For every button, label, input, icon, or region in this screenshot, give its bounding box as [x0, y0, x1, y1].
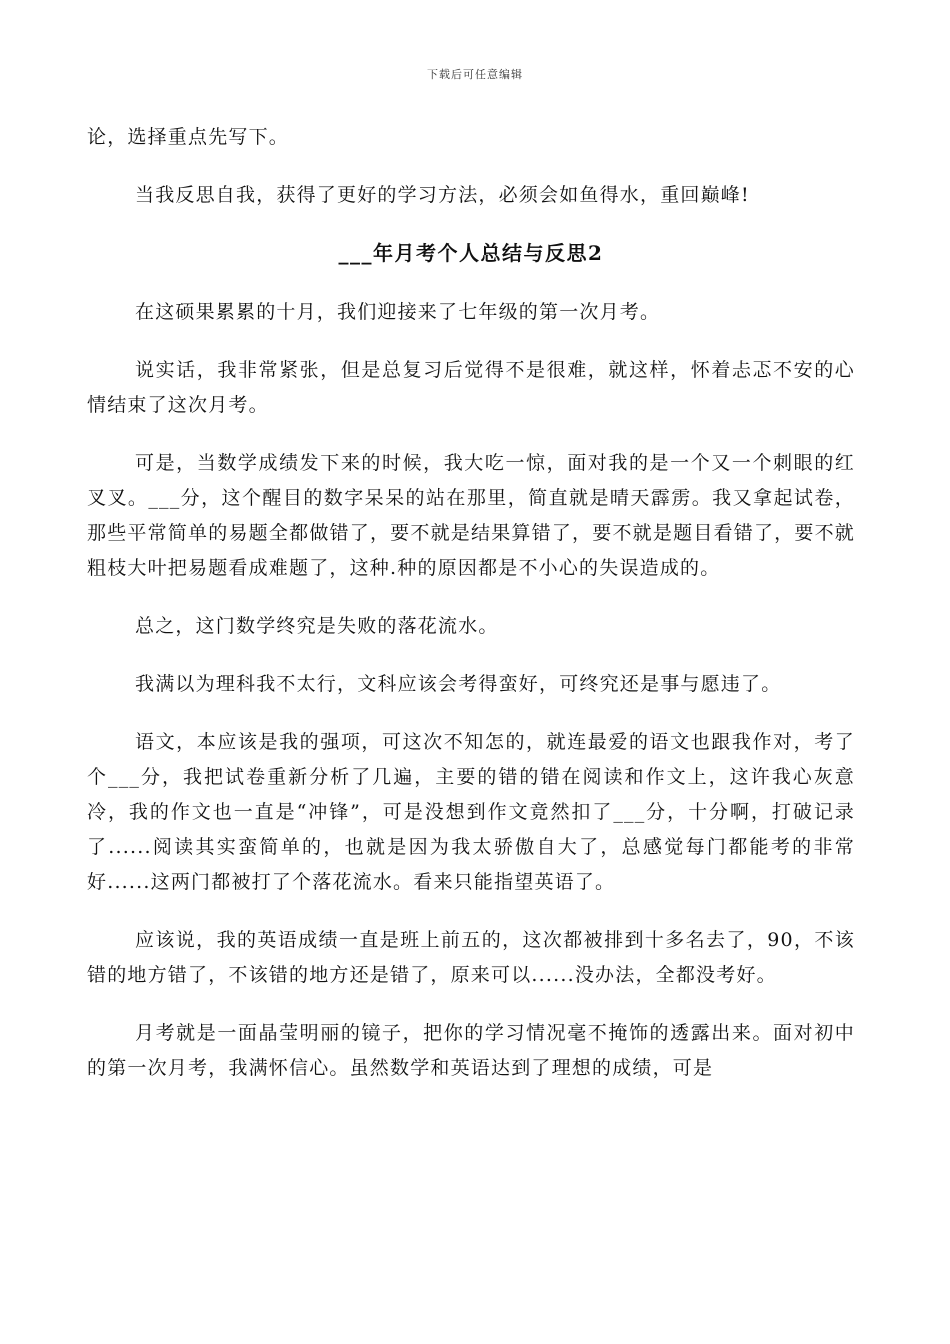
- paragraph: 月考就是一面晶莹明丽的镜子，把你的学习情况毫不掩饰的透露出来。面对初中的第一次月考，我满怀信心。虽然数学和英语达到了理想的成绩，可是: [87, 1022, 855, 1079]
- page-header: 下载后可任意编辑: [427, 68, 523, 81]
- paragraph: 说实话，我非常紧张，但是总复习后觉得不是很难，就这样，怀着忐忑不安的心情结束了这次月考。: [87, 359, 855, 416]
- document-body: [87, 120, 855, 1109]
- paragraph: 应该说，我的英语成绩一直是班上前五的，这次都被排到十多名去了，90，不该错的地方错了，不该错的地方还是错了，原来可以......没办法，全都没考好。: [87, 929, 855, 986]
- paragraph: 可是，当数学成绩发下来的时候，我大吃一惊，面对我的是一个又一个刺眼的红叉叉。___分，这个醒目的数字呆呆的站在那里，简直就是晴天霹雳。我又拿起试卷，那些平常简单的易题全都做错了，要不就是结果算错了，要不就是题目看错了，要不就粗枝大叶把易题看成难题了，这种.种的原因都是不小心的失误造成的。: [87, 452, 855, 579]
- paragraph: 语文，本应该是我的强项，可这次不知怎的，就连最爱的语文也跟我作对，考了个___分，我把试卷重新分析了几遍，主要的错的错在阅读和作文上，这许我心灰意冷，我的作文也一直是“冲锋”，可是没想到作文竟然扣了___分，十分啊，打破记录了......阅读其实蛮简单的，也就是因为我太骄傲自大了，总感觉每门都能考的非常好......这两门都被打了个落花流水。看来只能指望英语了。: [87, 731, 855, 893]
- paragraph: 在这硕果累累的十月，我们迎接来了七年级的第一次月考。: [135, 301, 661, 323]
- paragraph: 当我反思自我，获得了更好的学习方法，必须会如鱼得水，重回巅峰!: [135, 184, 750, 206]
- paragraph-continuation: 论，选择重点先写下。: [87, 126, 290, 148]
- section-title: ___年月考个人总结与反思2: [338, 241, 604, 265]
- paragraph: 总之，这门数学终究是失败的落花流水。: [135, 615, 499, 637]
- paragraph: 我满以为理科我不太行，文科应该会考得蛮好，可终究还是事与愿违了。: [135, 673, 782, 695]
